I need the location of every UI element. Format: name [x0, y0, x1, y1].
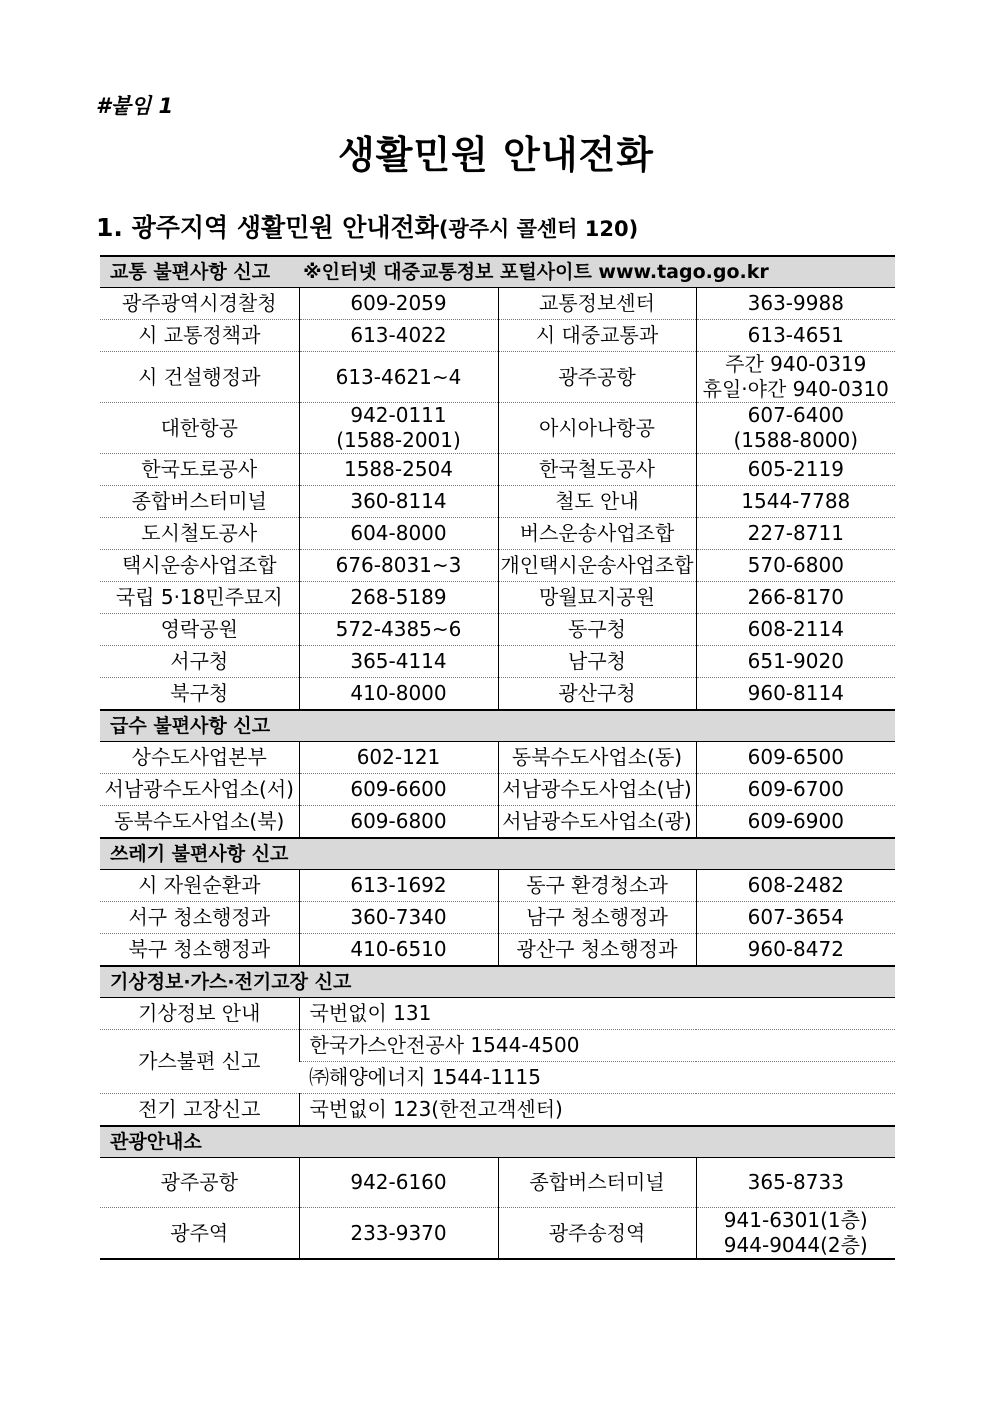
table-row [100, 646, 895, 678]
office-name [498, 806, 696, 839]
phone-number [299, 1158, 498, 1208]
office-name [498, 550, 696, 582]
office-name [498, 902, 696, 934]
phone-number [299, 998, 895, 1030]
phone-number [696, 1158, 895, 1208]
cell-text: 국번없이 131 [309, 1001, 432, 1025]
cell-text: ㈜해양에너지 1544-1115 [309, 1065, 541, 1089]
phone-number [299, 550, 498, 582]
office-name [498, 486, 696, 518]
cell-text: 동구청 [568, 617, 626, 641]
cell-text: 570-6800 [747, 553, 844, 577]
cell-text: 시 교통정책과 [138, 323, 261, 347]
cell-text: 서남광수도사업소(서) [104, 777, 294, 801]
table-row [100, 518, 895, 550]
phone-number [696, 646, 895, 678]
cell-text: 609-2059 [350, 291, 447, 315]
office-name [498, 934, 696, 967]
table-row [100, 352, 895, 403]
office-name [100, 352, 299, 403]
cell-text: 602-121 [356, 745, 441, 769]
office-name [100, 550, 299, 582]
cell-text: 주간 940-0319 [725, 352, 867, 376]
table-row [100, 320, 895, 352]
cell-text: 기상정보 안내 [138, 1001, 261, 1025]
cell-text: 가스불편 신고 [138, 1049, 261, 1073]
office-name [498, 352, 696, 403]
cell-text: 609-6700 [747, 777, 844, 801]
phone-number [696, 806, 895, 839]
phone-number [299, 518, 498, 550]
office-name [100, 614, 299, 646]
cell-text: 613-4651 [747, 323, 844, 347]
cell-text: 시 건설행정과 [138, 364, 261, 389]
office-name [498, 1158, 696, 1208]
cell-text: 서남광수도사업소(광) [502, 809, 692, 833]
cell-text: 광산구 청소행정과 [516, 937, 678, 961]
cell-text: 북구 청소행정과 [128, 937, 271, 961]
phone-number [696, 1208, 895, 1260]
cell-text: 광주광역시경찰청 [121, 291, 277, 315]
phone-number [299, 288, 498, 320]
phone-number [299, 806, 498, 839]
phone-number [299, 742, 498, 774]
cell-text: 광산구청 [558, 681, 636, 705]
cell-text: 남구 청소행정과 [526, 905, 668, 929]
phone-number [299, 352, 498, 403]
phone-number [696, 742, 895, 774]
cell-text: 607-6400 [747, 403, 844, 427]
cell-text: 942-6160 [350, 1170, 447, 1194]
cell-text: 651-9020 [747, 649, 844, 673]
phone-number [299, 1094, 895, 1127]
phone-number [299, 902, 498, 934]
cell-text: 410-6510 [350, 937, 447, 961]
cell-text: 교통정보센터 [539, 291, 655, 315]
cell-text: 572-4385~6 [335, 617, 462, 641]
cell-text: 서구청 [170, 649, 229, 673]
section-header-cell [100, 710, 895, 742]
phone-number [299, 403, 498, 454]
cell-text: 영락공원 [160, 617, 238, 641]
phone-number [696, 582, 895, 614]
cell-text: 한국가스안전공사 1544-4500 [309, 1033, 580, 1057]
cell-text: 941-6301(1층) [723, 1208, 868, 1232]
cell-text: 급수 불편사항 신고 [110, 714, 271, 737]
cell-text: 기상정보·가스·전기고장 신고 [110, 970, 352, 993]
cell-text: 960-8472 [747, 937, 844, 961]
cell-text: 광주역 [170, 1220, 229, 1245]
table-row [100, 1208, 895, 1260]
cell-text: 한국철도공사 [539, 457, 655, 481]
office-name [498, 403, 696, 454]
phone-number [299, 454, 498, 486]
cell-text: 227-8711 [747, 521, 844, 545]
cell-text: 233-9370 [350, 1220, 447, 1245]
phone-number [696, 870, 895, 902]
cell-text: 동북수도사업소(동) [511, 745, 683, 769]
cell-text: 대한항공 [160, 415, 238, 440]
office-name [498, 320, 696, 352]
cell-text: 613-1692 [350, 873, 447, 897]
office-name [498, 614, 696, 646]
office-name [100, 806, 299, 839]
table-body [100, 256, 895, 1259]
table-row [100, 550, 895, 582]
phone-number [299, 486, 498, 518]
cell-text: 608-2482 [747, 873, 844, 897]
office-name [498, 742, 696, 774]
cell-text: 종합버스터미널 [131, 489, 267, 513]
section-header-cell [100, 1126, 895, 1158]
office-name [100, 646, 299, 678]
phone-number [696, 454, 895, 486]
cell-text: 613-4621~4 [335, 364, 462, 389]
phone-number [299, 1030, 895, 1062]
table-row [100, 1030, 895, 1062]
cell-text: 1588-2504 [343, 457, 453, 481]
cell-text: 망월묘지공원 [539, 585, 655, 609]
cell-text: 268-5189 [350, 585, 447, 609]
table-row [100, 934, 895, 967]
office-name [498, 1208, 696, 1260]
office-name [100, 678, 299, 711]
cell-text: 광주공항 [558, 364, 636, 389]
table-row [100, 1094, 895, 1127]
phone-number [696, 902, 895, 934]
section-header-trash [100, 838, 895, 870]
office-name [498, 582, 696, 614]
cell-text: 613-4022 [350, 323, 447, 347]
phone-number [299, 614, 498, 646]
office-name [100, 486, 299, 518]
cell-text: 365-4114 [350, 649, 447, 673]
contact-table [100, 255, 895, 1260]
section-heading [96, 208, 638, 244]
office-name [498, 518, 696, 550]
cell-text: 360-7340 [350, 905, 447, 929]
traffic-note: ※인터넷 대중교통정보 포털사이트 www.tago.go.kr [303, 260, 769, 283]
cell-text: 쓰레기 불편사항 신고 [110, 842, 289, 865]
cell-text: 광주공항 [160, 1170, 238, 1194]
cell-text: 철도 안내 [555, 489, 639, 513]
office-name [100, 742, 299, 774]
phone-number [299, 646, 498, 678]
table-row [100, 454, 895, 486]
cell-text: 국번없이 123(한전고객센터) [309, 1097, 563, 1121]
phone-number [299, 934, 498, 967]
cell-text: 전기 고장신고 [138, 1097, 261, 1121]
office-name [498, 646, 696, 678]
cell-text: 국립 5·18민주묘지 [115, 585, 283, 609]
table-row [100, 678, 895, 711]
cell-text: 관광안내소 [110, 1130, 202, 1153]
phone-number [696, 403, 895, 454]
table-row [100, 870, 895, 902]
office-name [100, 454, 299, 486]
office-name [100, 403, 299, 454]
section-header-cell [100, 838, 895, 870]
cell-text: 남구청 [568, 649, 626, 673]
cell-text: 360-8114 [350, 489, 447, 513]
cell-text: 266-8170 [747, 585, 844, 609]
cell-text: 365-8733 [747, 1170, 844, 1194]
cell-text: 개인택시운송사업조합 [500, 553, 694, 577]
office-name [498, 288, 696, 320]
phone-number [696, 486, 895, 518]
phone-number [696, 550, 895, 582]
table-row [100, 614, 895, 646]
table-row [100, 806, 895, 839]
table-row [100, 774, 895, 806]
phone-number [299, 1062, 895, 1094]
cell-text: 609-6500 [747, 745, 844, 769]
office-name [100, 870, 299, 902]
office-name [100, 1158, 299, 1208]
office-name [100, 902, 299, 934]
table-row [100, 742, 895, 774]
cell-text: 608-2114 [747, 617, 844, 641]
cell-text: 676-8031~3 [335, 553, 462, 577]
cell-text: 아시아나항공 [539, 415, 655, 440]
phone-number [299, 1208, 498, 1260]
cell-text: 시 대중교통과 [535, 323, 659, 347]
table-row [100, 486, 895, 518]
page-title: 생활민원 안내전화 [338, 133, 654, 177]
cell-text: 605-2119 [747, 457, 844, 481]
cell-text: 942-0111 [350, 403, 447, 427]
cell-text: 북구청 [170, 681, 229, 705]
office-name [100, 582, 299, 614]
cell-text: 종합버스터미널 [529, 1170, 665, 1194]
section-header-traffic [100, 256, 895, 288]
cell-text: 609-6600 [350, 777, 447, 801]
cell-text: 609-6800 [350, 809, 447, 833]
office-name [100, 998, 299, 1030]
cell-text: 택시운송사업조합 [121, 553, 277, 577]
table-row [100, 582, 895, 614]
office-name [100, 518, 299, 550]
cell-text: 휴일·야간 940-0310 [702, 377, 889, 401]
table-row [100, 288, 895, 320]
table-row [100, 902, 895, 934]
office-name [100, 1094, 299, 1127]
cell-text: 363-9988 [747, 291, 844, 315]
section-heading-sub: (광주시 콜센터 120) [438, 217, 639, 241]
office-name [100, 1208, 299, 1260]
section-heading-main: 1. 광주지역 생활민원 안내전화 [96, 213, 439, 242]
phone-number [696, 288, 895, 320]
phone-number [299, 678, 498, 711]
office-name [498, 454, 696, 486]
table-row [100, 403, 895, 454]
cell-text: 버스운송사업조합 [519, 521, 675, 545]
phone-number [299, 320, 498, 352]
phone-number [299, 870, 498, 902]
phone-number [696, 518, 895, 550]
office-name [100, 288, 299, 320]
cell-text: 서구 청소행정과 [128, 905, 271, 929]
phone-number [696, 614, 895, 646]
office-name [498, 678, 696, 711]
cell-text: 광주송정역 [548, 1220, 646, 1245]
cell-text: 410-8000 [350, 681, 447, 705]
office-name [100, 934, 299, 967]
cell-text: 604-8000 [350, 521, 447, 545]
section-header-utility [100, 966, 895, 998]
cell-text: 609-6900 [747, 809, 844, 833]
office-name [498, 774, 696, 806]
phone-number [696, 352, 895, 403]
cell-text: 도시철도공사 [141, 521, 258, 545]
traffic-header: 교통 불편사항 신고 [110, 260, 271, 283]
cell-text: 607-3654 [747, 905, 844, 929]
phone-number [696, 774, 895, 806]
attachment-label: #붙임 1 [96, 94, 174, 118]
phone-number [696, 678, 895, 711]
table-row [100, 998, 895, 1030]
cell-text: 960-8114 [747, 681, 844, 705]
table-row [100, 1158, 895, 1208]
cell-text: 서남광수도사업소(남) [502, 777, 692, 801]
cell-text: 동북수도사업소(북) [114, 809, 285, 833]
section-header-cell [100, 966, 895, 998]
cell-text: 한국도로공사 [141, 457, 258, 481]
phone-number [696, 320, 895, 352]
section-header-tourism [100, 1126, 895, 1158]
office-name [100, 1030, 299, 1094]
cell-text: (1588-2001) [336, 428, 461, 452]
cell-text: 상수도사업본부 [131, 745, 267, 769]
cell-text: (1588-8000) [733, 428, 859, 452]
phone-number [696, 934, 895, 967]
office-name [498, 870, 696, 902]
phone-number [299, 774, 498, 806]
cell-text: 944-9044(2층) [723, 1233, 868, 1257]
cell-text: 1544-7788 [741, 489, 851, 513]
office-name [100, 774, 299, 806]
cell-text: 시 자원순환과 [138, 873, 261, 897]
cell-text: 동구 환경청소과 [526, 873, 668, 897]
section-header-water [100, 710, 895, 742]
phone-number [299, 582, 498, 614]
office-name [100, 320, 299, 352]
